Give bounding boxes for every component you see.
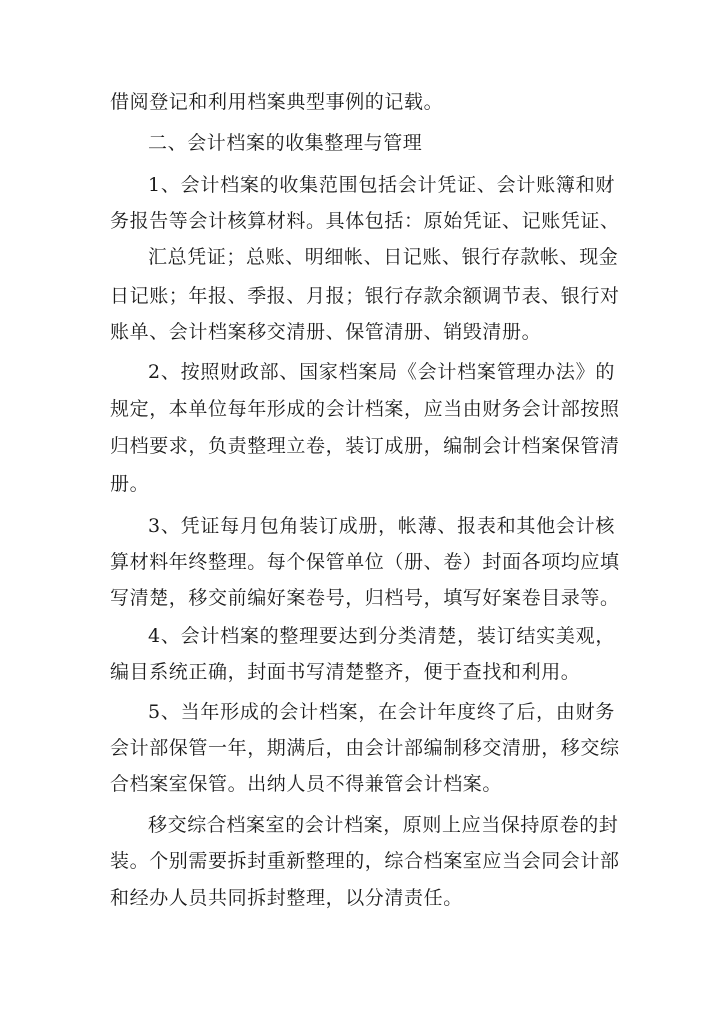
paragraph-3-line-1: 3、凭证每月包角装订成册，帐薄、报表和其他会计核 (148, 515, 615, 537)
paragraph-2-line-4: 册。 (110, 473, 150, 495)
text-line-1: 借阅登记和利用档案典型事例的记载。 (110, 91, 444, 113)
paragraph-2-line-2: 规定，本单位每年形成的会计档案，应当由财务会计部按照 (110, 398, 620, 420)
paragraph-6-line-2: 装。个别需要拆封重新整理的，综合档案室应当会同会计部 (110, 850, 620, 872)
paragraph-5-line-3: 合档案室保管。出纳人员不得兼管会计档案。 (110, 773, 503, 795)
paragraph-2-line-3: 归档要求，负责整理立卷，装订成册，编制会计档案保管清 (110, 435, 620, 457)
section-heading: 二、会计档案的收集整理与管理 (148, 132, 423, 154)
paragraph-5-line-2: 会计部保管一年，期满后，由会计部编制移交清册，移交综 (110, 737, 620, 759)
paragraph-3-line-3: 写清楚，移交前编好案卷号，归档号，填写好案卷目录等。 (110, 587, 620, 609)
paragraph-4-line-2: 编目系统正确，封面书写清楚整齐，便于查找和利用。 (110, 661, 581, 683)
paragraph-1-line-1: 1、会计档案的收集范围包括会计凭证、会计账簿和财 (148, 174, 615, 196)
paragraph-1-line-5: 账单、会计档案移交清册、保管清册、销毁清册。 (110, 321, 542, 343)
paragraph-6-line-3: 和经办人员共同拆封整理，以分清责任。 (110, 887, 463, 909)
paragraph-2-line-1: 2、按照财政部、国家档案局《会计档案管理办法》的 (148, 361, 615, 383)
paragraph-6-line-1: 移交综合档案室的会计档案，原则上应当保持原卷的封 (148, 814, 619, 836)
paragraph-1-line-2: 务报告等会计核算材料。具体包括：原始凭证、记账凭证、 (110, 210, 620, 232)
paragraph-5-line-1: 5、当年形成的会计档案，在会计年度终了后，由财务 (148, 701, 615, 723)
paragraph-1-line-3: 汇总凭证；总账、明细帐、日记账、银行存款帐、现金 (148, 246, 619, 268)
paragraph-4-line-1: 4、会计档案的整理要达到分类清楚，装订结实美观， (148, 625, 615, 647)
paragraph-1-line-4: 日记账；年报、季报、月报；银行存款余额调节表、银行对 (110, 285, 620, 307)
paragraph-3-line-2: 算材料年终整理。每个保管单位（册、卷）封面各项均应填 (110, 551, 620, 573)
